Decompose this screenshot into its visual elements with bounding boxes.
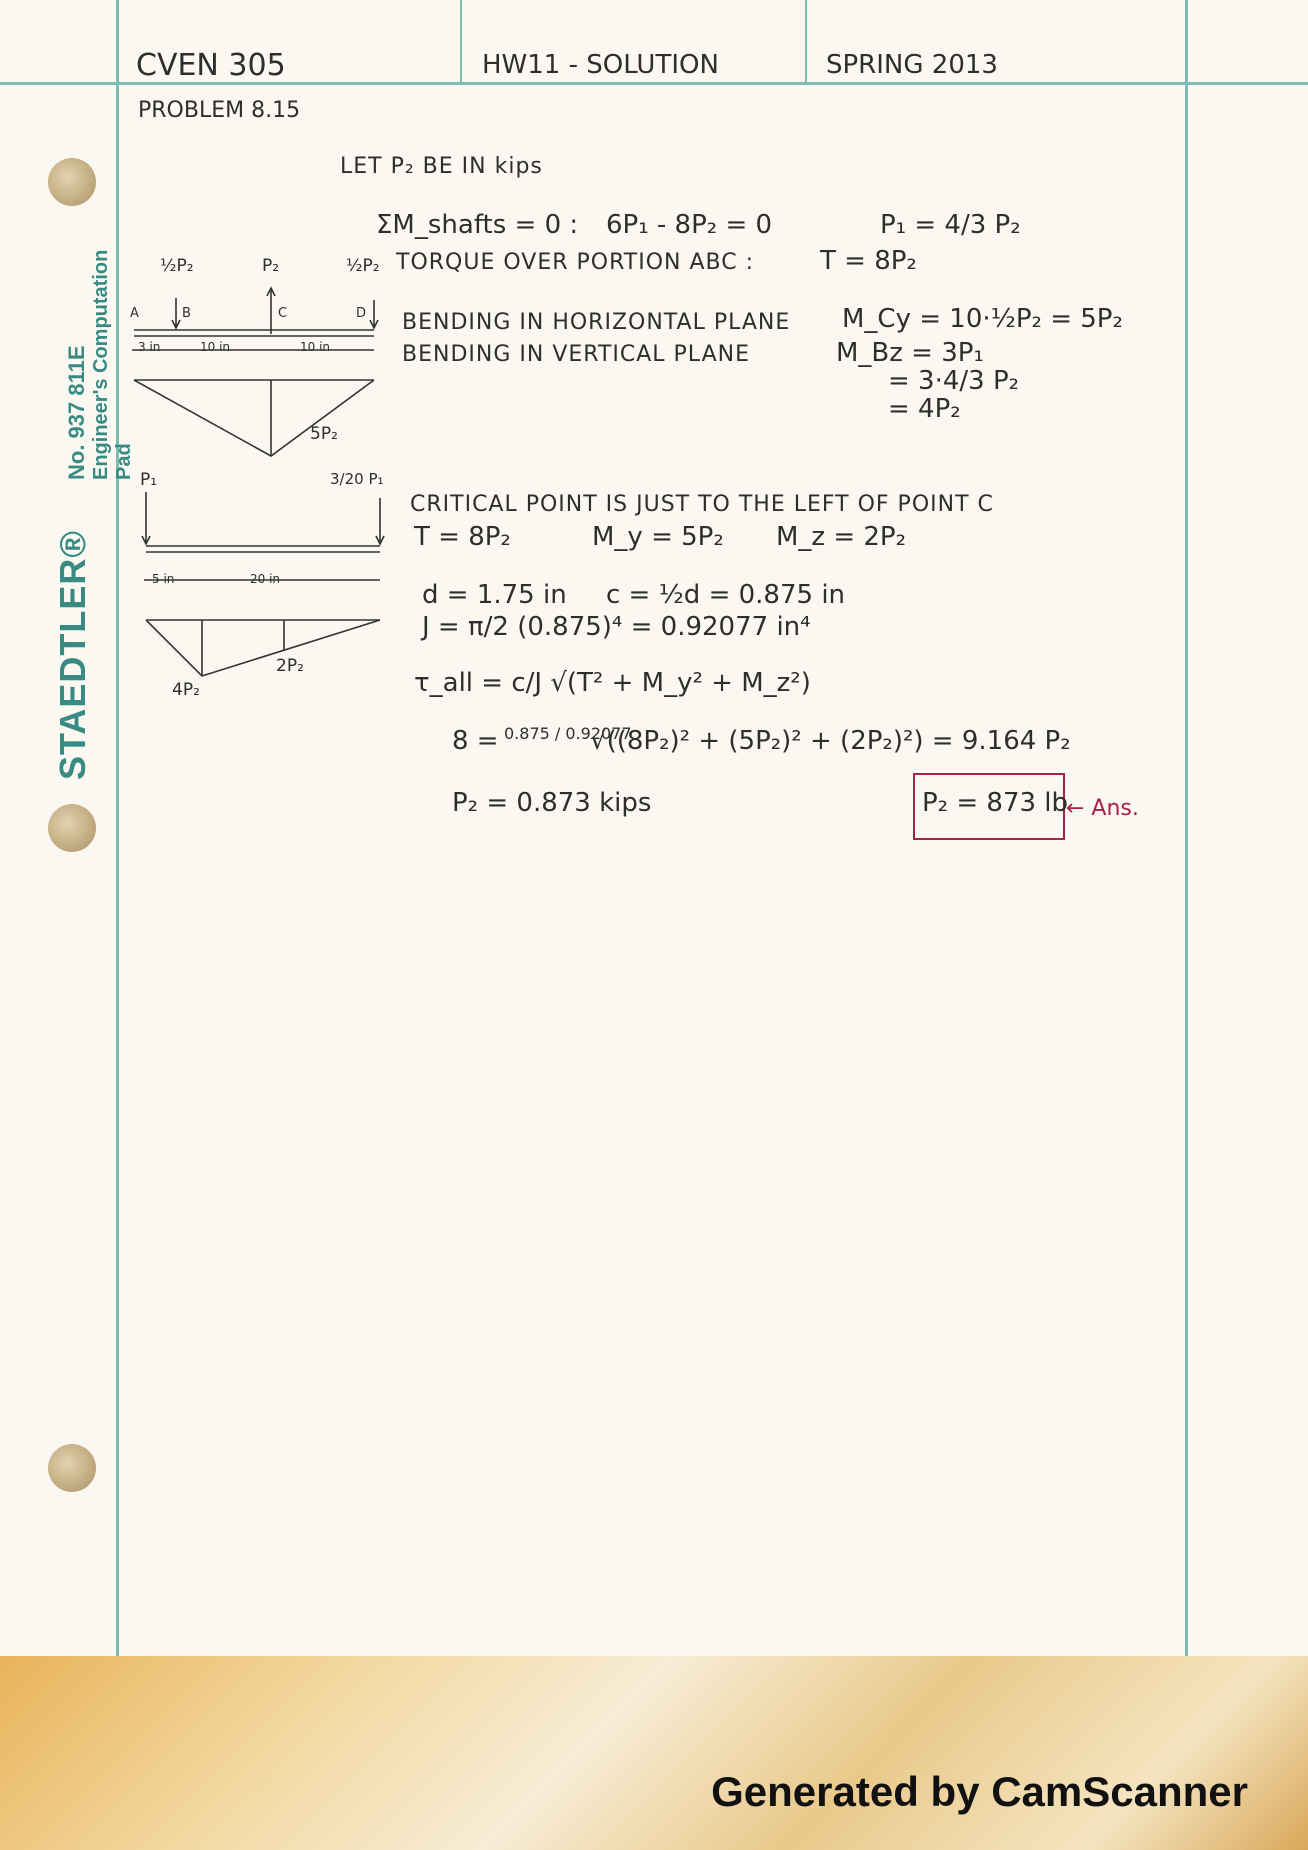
label-load-mid: P₂ xyxy=(262,256,280,276)
label-load-half-b: ½P₂ xyxy=(346,256,380,276)
vertical-beam-diagram xyxy=(136,488,406,688)
camscanner-watermark: Generated by CamScanner xyxy=(711,1768,1248,1815)
line-p1-result: P₁ = 4/3 P₂ xyxy=(880,210,1021,240)
label-point-c: C xyxy=(278,306,288,321)
line-torque: TORQUE OVER PORTION ABC : xyxy=(396,250,754,275)
right-margin-line xyxy=(1185,0,1188,1656)
moment-triangle xyxy=(134,380,374,456)
line-mz: M_z = 2P₂ xyxy=(776,522,907,552)
binder-hole-middle xyxy=(48,804,96,852)
problem-label: PROBLEM 8.15 xyxy=(138,98,301,123)
line-let: LET P₂ BE IN kips xyxy=(340,154,543,179)
line-mcy: M_Cy = 10·½P₂ = 5P₂ xyxy=(842,304,1123,334)
line-mbz-result: = 4P₂ xyxy=(888,394,961,424)
assignment-label: HW11 - SOLUTION xyxy=(482,50,719,80)
line-p2-kips: P₂ = 0.873 kips xyxy=(452,788,652,818)
label-point-b: B xyxy=(182,306,191,321)
line-eq-root: √((8P₂)² + (5P₂)² + (2P₂)²) = 9.164 P₂ xyxy=(590,726,1071,756)
line-torque-value: T = 8P₂ xyxy=(820,246,917,276)
label-point-d: D xyxy=(356,306,367,321)
binder-hole-bottom xyxy=(48,1444,96,1492)
header-divider-1 xyxy=(460,0,462,82)
term-label: SPRING 2013 xyxy=(826,50,998,80)
line-eq-lhs: 8 = xyxy=(452,726,499,756)
binder-hole-top xyxy=(48,158,96,206)
line-bending-horizontal: BENDING IN HORIZONTAL PLANE xyxy=(402,310,791,335)
line-mbz-step: = 3·4/3 P₂ xyxy=(888,366,1020,396)
label-dim-a: 3 in xyxy=(138,340,161,354)
label-load-half-a: ½P₂ xyxy=(160,256,194,276)
answer-value: P₂ = 873 lb xyxy=(922,788,1069,818)
label-moment-v2: 2P₂ xyxy=(276,656,304,676)
line-t: T = 8P₂ xyxy=(414,522,511,552)
line-c: c = ½d = 0.875 in xyxy=(606,580,846,610)
moment-diagram xyxy=(146,620,380,676)
line-my: M_y = 5P₂ xyxy=(592,522,724,552)
label-load-p1r: 3/20 P₁ xyxy=(330,470,384,488)
answer-label: ← Ans. xyxy=(1066,796,1139,821)
label-moment-v1: 4P₂ xyxy=(172,680,200,700)
horizontal-beam-diagram xyxy=(128,248,398,468)
label-point-a: A xyxy=(130,306,139,321)
line-bending-vertical: BENDING IN VERTICAL PLANE xyxy=(402,342,750,367)
line-equation: 6P₁ - 8P₂ = 0 xyxy=(606,210,773,240)
label-dim-b: 10 in xyxy=(200,340,231,354)
label-dim-d: 5 in xyxy=(152,572,175,586)
pad-number: No. 937 811E xyxy=(64,345,89,480)
label-dim-e: 20 in xyxy=(250,572,281,586)
line-diameter: d = 1.75 in xyxy=(422,580,567,610)
line-polar-moment: J = π/2 (0.875)⁴ = 0.92077 in⁴ xyxy=(422,612,811,642)
course-label: CVEN 305 xyxy=(136,48,286,83)
header-divider-2 xyxy=(805,0,807,82)
line-sum-moments: ΣM_shafts = 0 : xyxy=(376,210,579,240)
label-dim-c: 10 in xyxy=(300,340,331,354)
pad-branding xyxy=(24,220,134,780)
label-moment-h: 5P₂ xyxy=(310,424,338,444)
line-eq-fraction: 0.875 / 0.92077 xyxy=(504,724,632,743)
pad-title: Engineer's Computation Pad xyxy=(90,249,135,480)
line-mbz: M_Bz = 3P₁ xyxy=(836,338,984,368)
line-tau-allowable: τ_all = c/J √(T² + M_y² + M_z²) xyxy=(414,668,811,698)
brand-logo: STAEDTLER® xyxy=(52,530,93,780)
scan-footer-band xyxy=(0,1656,1308,1850)
line-critical-point: CRITICAL POINT IS JUST TO THE LEFT OF POINT C xyxy=(410,492,994,517)
label-load-p1: P₁ xyxy=(140,470,158,490)
